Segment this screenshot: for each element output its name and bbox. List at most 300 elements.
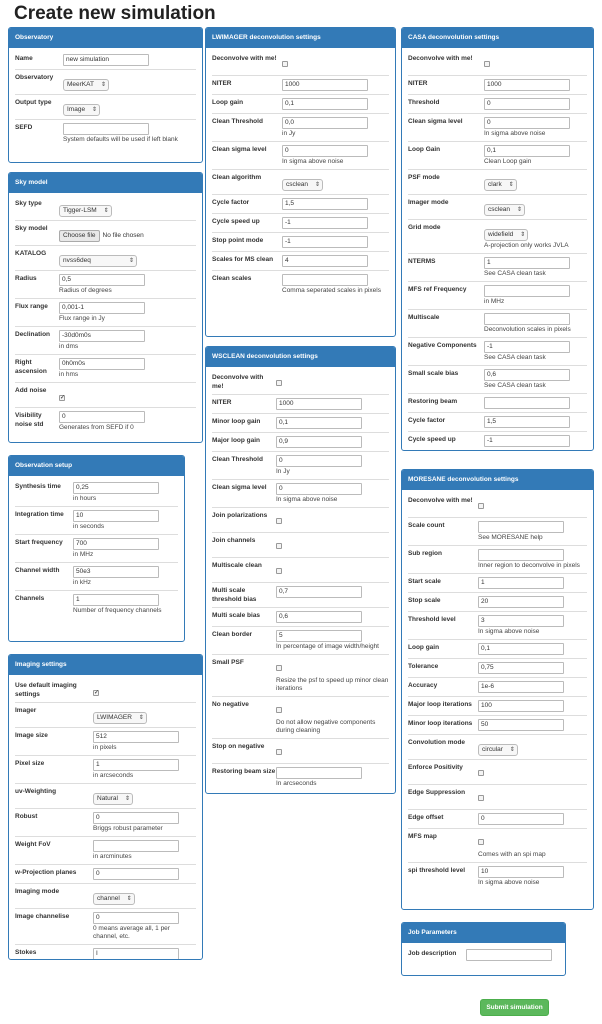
- imaging-mode-label: Imaging mode: [15, 888, 60, 895]
- ms-enforce-row: [408, 759, 587, 784]
- declination-help: in dms: [59, 343, 79, 350]
- ws-multiscale-row: [212, 557, 389, 582]
- casa-clean-sigma-row: [408, 113, 587, 141]
- lw-deconvolve-label: Deconvolve with me!: [212, 55, 277, 62]
- lw-ms-scales-label: Scales for MS clean: [212, 256, 274, 263]
- lw-cycle-factor-label: Cycle factor: [212, 199, 250, 206]
- ms-convolution-row: [408, 734, 587, 759]
- ms-major-iter-label: Major loop iterations: [408, 701, 472, 708]
- lw-cycle-speed-row: [212, 213, 389, 232]
- casa-cycle-factor-input[interactable]: 1,5: [484, 416, 570, 428]
- image-size-input[interactable]: 512: [93, 731, 179, 743]
- lw-deconvolve-row: [212, 51, 389, 75]
- casa-cycle-factor-label: Cycle factor: [408, 417, 446, 424]
- lw-niter-row: [212, 75, 389, 94]
- right-ascension-input[interactable]: 0h0m0s: [59, 358, 145, 370]
- job-parameters-panel: [401, 922, 566, 976]
- ms-edge-checkbox[interactable]: [478, 795, 484, 801]
- casa-threshold-label: Threshold: [408, 99, 440, 106]
- ms-mfs-row: [408, 828, 587, 862]
- lw-clean-algorithm-select[interactable]: [282, 179, 323, 191]
- casa-niter-row: [408, 75, 587, 94]
- casa-psf-mode-select[interactable]: [484, 179, 517, 191]
- ws-major-gain-label: Major loop gain: [212, 437, 261, 444]
- submit-simulation-button[interactable]: Submit simulation: [480, 999, 549, 1016]
- ws-clean-threshold-row: [212, 451, 389, 479]
- ms-convolution-label: Convolution mode: [408, 739, 466, 746]
- w-projection-input[interactable]: 0: [93, 868, 179, 880]
- uv-weighting-row: [15, 783, 196, 808]
- casa-mfs-input[interactable]: [484, 285, 570, 297]
- sky-model-row: [15, 220, 196, 245]
- weight-fov-help: in arcminutes: [93, 853, 132, 860]
- lw-cycle-factor-row: [212, 194, 389, 213]
- uv-weighting-label: uv-Weighting: [15, 788, 57, 795]
- visibility-noise-label: Visibility noise std: [15, 412, 44, 428]
- casa-grid-mode-help: A-projection only works JVLA: [484, 242, 569, 249]
- casa-multiscale-label: Multiscale: [408, 314, 440, 321]
- stokes-input[interactable]: I: [93, 948, 179, 960]
- integration-time-input[interactable]: 10: [73, 510, 159, 522]
- lw-ms-scales-input[interactable]: 4: [282, 255, 368, 267]
- casa-imager-mode-row: [408, 194, 587, 219]
- start-frequency-help: in MHz: [73, 551, 94, 558]
- ws-clean-border-help: In percentage of image width/height: [276, 643, 379, 650]
- select-arrows-icon: ⇕: [103, 208, 109, 214]
- integration-time-label: Integration time: [15, 511, 64, 518]
- ws-join-channels-label: Join channels: [212, 537, 256, 544]
- robust-row: [15, 808, 196, 836]
- lw-clean-scales-label: Clean scales: [212, 275, 252, 282]
- lw-stop-point-input[interactable]: -1: [282, 236, 368, 248]
- ws-multiscale-label: Multiscale clean: [212, 562, 262, 569]
- ws-join-channels-row: [212, 532, 389, 557]
- job-parameters-header: Job Parameters: [402, 923, 565, 943]
- right-ascension-label: Right ascension: [15, 359, 47, 375]
- radius-input[interactable]: 0,5: [59, 274, 145, 286]
- casa-clean-sigma-help: In sigma above noise: [484, 130, 546, 137]
- ws-join-polarizations-row: [212, 507, 389, 532]
- casa-nterms-help: See CASA clean task: [484, 270, 546, 277]
- visibility-noise-row: [15, 407, 196, 435]
- ws-niter-row: [212, 394, 389, 413]
- ms-stop-scale-label: Stop scale: [408, 597, 441, 604]
- ms-threshold-input[interactable]: 3: [478, 615, 564, 627]
- ws-join-channels-checkbox[interactable]: [276, 543, 282, 549]
- observatory-select[interactable]: [63, 79, 109, 91]
- casa-small-scale-input[interactable]: 0,6: [484, 369, 570, 381]
- image-size-row: [15, 727, 196, 755]
- select-arrows-icon: ⇕: [509, 747, 515, 753]
- ws-restoring-beam-help: In arcseconds: [276, 780, 317, 787]
- channel-width-label: Channel width: [15, 567, 60, 574]
- channel-width-row: [15, 562, 178, 590]
- katalog-row: [15, 245, 196, 270]
- sefd-label: SEFD: [15, 124, 33, 131]
- add-noise-checkbox[interactable]: ✓: [60, 395, 66, 401]
- w-projection-label: w-Projection planes: [15, 869, 77, 876]
- flux-input[interactable]: 0,001-1: [59, 302, 145, 314]
- casa-small-scale-label: Small scale bias: [408, 370, 459, 377]
- katalog-label: KATALOG: [15, 250, 47, 257]
- casa-mfs-label: MFS ref Frequency: [408, 286, 467, 293]
- visibility-noise-help: Generates from SEFD if 0: [59, 424, 134, 431]
- ms-threshold-label: Threshold level: [408, 616, 456, 623]
- uv-weighting-select[interactable]: [93, 793, 133, 805]
- ms-scale-count-input[interactable]: [478, 521, 564, 533]
- casa-niter-input[interactable]: 1000: [484, 79, 570, 91]
- casa-cycle-speed-input[interactable]: -1: [484, 435, 570, 447]
- right-ascension-help: in hms: [59, 371, 79, 378]
- casa-grid-mode-select[interactable]: [484, 229, 528, 241]
- lw-clean-sigma-row: [212, 141, 389, 169]
- ms-minor-iter-label: Minor loop iterations: [408, 720, 473, 727]
- robust-help: Briggs robust parameter: [93, 825, 163, 832]
- casa-mfs-row: [408, 281, 587, 309]
- ws-minor-gain-row: [212, 413, 389, 432]
- ms-threshold-help: In sigma above noise: [478, 628, 540, 635]
- ms-scale-count-row: [408, 517, 587, 545]
- ws-stop-negative-checkbox[interactable]: [276, 749, 282, 755]
- ms-sub-region-input[interactable]: [478, 549, 564, 561]
- imaging-settings-panel: [8, 654, 203, 960]
- ms-tolerance-label: Tolerance: [408, 663, 439, 670]
- casa-restoring-beam-row: [408, 393, 587, 412]
- casa-negative-input[interactable]: -1: [484, 341, 570, 353]
- ms-edge-row: [408, 784, 587, 809]
- lw-clean-algorithm-label: Clean algorithm: [212, 174, 262, 181]
- ms-major-iter-input[interactable]: 100: [478, 700, 564, 712]
- pixel-size-help: in arcseconds: [93, 772, 134, 779]
- ms-edge-offset-input[interactable]: 0: [478, 813, 564, 825]
- lw-clean-scales-help: Comma seperated scales in pixels: [282, 287, 381, 294]
- casa-psf-mode-row: [408, 169, 587, 194]
- sefd-input[interactable]: [63, 123, 149, 135]
- image-channelise-help: 0 means average all, 1 per channel, etc.: [93, 925, 170, 940]
- ws-niter-input[interactable]: 1000: [276, 398, 362, 410]
- integration-time-row: [15, 506, 178, 534]
- ws-small-psf-help: Resize the psf to speed up minor clean iterations: [276, 677, 389, 692]
- ws-no-negative-checkbox[interactable]: [276, 707, 282, 713]
- sky-type-select[interactable]: [59, 205, 112, 217]
- casa-header: CASA deconvolution settings: [402, 28, 593, 48]
- casa-niter-label: NITER: [408, 80, 428, 87]
- ms-convolution-select[interactable]: [478, 744, 518, 756]
- lw-clean-algorithm-value: csclean: [286, 181, 309, 188]
- ms-deconvolve-checkbox[interactable]: [478, 503, 484, 509]
- ws-ms-threshold-input[interactable]: 0,7: [276, 586, 362, 598]
- ws-niter-label: NITER: [212, 399, 232, 406]
- ms-enforce-checkbox[interactable]: [478, 770, 484, 776]
- ws-deconvolve-checkbox[interactable]: [276, 380, 282, 386]
- ws-ms-bias-label: Multi scale bias: [212, 612, 261, 619]
- synthesis-time-help: in hours: [73, 495, 97, 502]
- casa-multiscale-row: [408, 309, 587, 337]
- output-type-row: [15, 94, 196, 119]
- ms-mfs-checkbox[interactable]: [478, 839, 484, 845]
- lw-clean-scales-input[interactable]: [282, 274, 368, 286]
- observatory-header: Observatory: [9, 28, 202, 48]
- lw-loop-gain-input[interactable]: 0,1: [282, 98, 368, 110]
- synthesis-time-label: Synthesis time: [15, 483, 61, 490]
- casa-multiscale-input[interactable]: [484, 313, 570, 325]
- select-arrows-icon: ⇕: [124, 796, 130, 802]
- ms-major-iter-row: [408, 696, 587, 715]
- sefd-row: [15, 119, 196, 147]
- casa-deconvolve-checkbox[interactable]: [484, 61, 490, 67]
- radius-label: Radius: [15, 275, 37, 282]
- observatory-panel: [8, 27, 203, 163]
- ws-clean-border-row: [212, 626, 389, 654]
- lw-clean-threshold-input[interactable]: 0,0: [282, 117, 368, 129]
- right-ascension-row: [15, 354, 196, 382]
- imager-label: Imager: [15, 707, 37, 714]
- casa-loop-gain-label: Loop Gain: [408, 146, 441, 153]
- ms-scale-count-help: See MORESANE help: [478, 534, 543, 541]
- ms-loop-gain-input[interactable]: 0,1: [478, 643, 564, 655]
- moresane-panel: [401, 469, 594, 910]
- select-arrows-icon: ⇕: [520, 232, 526, 238]
- start-frequency-row: [15, 534, 178, 562]
- select-arrows-icon: ⇕: [315, 182, 321, 188]
- integration-time-help: in seconds: [73, 523, 105, 530]
- select-arrows-icon: ⇕: [126, 896, 132, 902]
- lw-cycle-factor-input[interactable]: 1,5: [282, 198, 368, 210]
- ws-multiscale-checkbox[interactable]: [276, 568, 282, 574]
- radius-help: Radius of degrees: [59, 287, 112, 294]
- channels-input[interactable]: 1: [73, 594, 159, 606]
- ms-tolerance-input[interactable]: 0,75: [478, 662, 564, 674]
- imaging-mode-select[interactable]: [93, 893, 135, 905]
- ms-accuracy-input[interactable]: 1e-6: [478, 681, 564, 693]
- lw-niter-label: NITER: [212, 80, 232, 87]
- channels-row: [15, 590, 178, 618]
- ms-scale-count-label: Scale count: [408, 522, 445, 529]
- ws-clean-threshold-input[interactable]: 0: [276, 455, 362, 467]
- lw-clean-algorithm-row: [212, 169, 389, 194]
- name-input[interactable]: new simulation: [63, 54, 149, 66]
- output-type-label: Output type: [15, 99, 52, 106]
- ms-loop-gain-label: Loop gain: [408, 644, 440, 651]
- ms-accuracy-label: Accuracy: [408, 682, 438, 689]
- ws-clean-border-input[interactable]: 5: [276, 630, 362, 642]
- imaging-mode-row: [15, 883, 196, 908]
- casa-negative-row: [408, 337, 587, 365]
- name-label: Name: [15, 55, 33, 62]
- casa-loop-gain-help: Clean Loop gain: [484, 158, 532, 165]
- casa-mfs-help: in MHz: [484, 298, 505, 305]
- declination-label: Declination: [15, 331, 51, 338]
- lw-niter-input[interactable]: 1000: [282, 79, 368, 91]
- name-row: [15, 51, 196, 69]
- ms-edge-offset-label: Edge offset: [408, 814, 444, 821]
- ws-deconvolve-row: [212, 370, 389, 394]
- ms-sub-region-help: Inner region to deconvolve in pixels: [478, 562, 580, 569]
- casa-deconvolve-label: Deconvolve with me!: [408, 55, 473, 62]
- ms-sub-region-row: [408, 545, 587, 573]
- default-imaging-checkbox[interactable]: ✓: [94, 690, 100, 696]
- select-arrows-icon: ⇕: [128, 258, 134, 264]
- ws-no-negative-label: No negative: [212, 701, 249, 708]
- ws-major-gain-row: [212, 432, 389, 451]
- select-arrows-icon: ⇕: [92, 107, 98, 113]
- ms-edge-label: Edge Suppression: [408, 789, 466, 796]
- declination-input[interactable]: -30d0m0s: [59, 330, 145, 342]
- ms-minor-iter-row: [408, 715, 587, 734]
- ws-clean-sigma-label: Clean sigma level: [212, 484, 267, 491]
- casa-threshold-input[interactable]: 0: [484, 98, 570, 110]
- w-projection-row: [15, 864, 196, 883]
- lw-clean-threshold-help: in Jy: [282, 130, 296, 137]
- lw-cycle-speed-input[interactable]: -1: [282, 217, 368, 229]
- casa-negative-help: See CASA clean task: [484, 354, 546, 361]
- channel-width-help: in kHz: [73, 579, 92, 586]
- casa-small-scale-help: See CASA clean task: [484, 382, 546, 389]
- image-channelise-input[interactable]: 0: [93, 912, 179, 924]
- ws-clean-threshold-help: In Jy: [276, 468, 290, 475]
- lw-clean-scales-row: [212, 270, 389, 298]
- page-title: Create new simulation: [14, 3, 216, 24]
- lw-stop-point-row: [212, 232, 389, 251]
- weight-fov-input[interactable]: [93, 840, 179, 852]
- ms-start-scale-label: Start scale: [408, 578, 441, 585]
- casa-multiscale-help: Deconvolution scales in pixels: [484, 326, 571, 333]
- casa-cycle-factor-row: [408, 412, 587, 431]
- ws-no-negative-row: [212, 696, 389, 738]
- ms-accuracy-row: [408, 677, 587, 696]
- synthesis-time-input[interactable]: 0,25: [73, 482, 159, 494]
- ws-small-psf-checkbox[interactable]: [276, 665, 282, 671]
- ws-join-polarizations-label: Join polarizations: [212, 512, 268, 519]
- katalog-value: nvss6deq: [63, 257, 91, 264]
- flux-label: Flux range: [15, 303, 48, 310]
- observatory-label: Observatory: [15, 74, 54, 81]
- select-arrows-icon: ⇕: [100, 82, 106, 88]
- pixel-size-input[interactable]: 1: [93, 759, 179, 771]
- observatory-select-value: MeerKAT: [67, 81, 94, 88]
- ws-clean-threshold-label: Clean Threshold: [212, 456, 263, 463]
- ws-ms-bias-input[interactable]: 0,6: [276, 611, 362, 623]
- lw-cycle-speed-label: Cycle speed up: [212, 218, 260, 225]
- ws-ms-threshold-row: [212, 582, 389, 607]
- casa-loop-gain-input[interactable]: 0,1: [484, 145, 570, 157]
- casa-cycle-speed-label: Cycle speed up: [408, 436, 456, 443]
- output-type-select[interactable]: [63, 104, 100, 116]
- default-imaging-row: [15, 678, 196, 702]
- ws-minor-gain-input[interactable]: 0,1: [276, 417, 362, 429]
- lw-clean-sigma-help: In sigma above noise: [282, 158, 344, 165]
- image-channelise-label: Image channelise: [15, 913, 70, 920]
- casa-nterms-input[interactable]: 1: [484, 257, 570, 269]
- add-noise-row: [15, 382, 196, 407]
- sky-type-row: [15, 196, 196, 220]
- file-status: No file chosen: [102, 232, 144, 239]
- sky-model-label: Sky model: [15, 225, 48, 232]
- lw-deconvolve-checkbox[interactable]: [282, 61, 288, 67]
- lw-clean-threshold-label: Clean Threshold: [212, 118, 263, 125]
- sky-model-panel: [8, 172, 203, 443]
- job-description-input[interactable]: [466, 949, 552, 961]
- start-frequency-input[interactable]: 700: [73, 538, 159, 550]
- job-description-row: [408, 946, 559, 964]
- output-type-value: Image: [67, 106, 86, 113]
- robust-input[interactable]: 0: [93, 812, 179, 824]
- casa-loop-gain-row: [408, 141, 587, 169]
- imager-row: [15, 702, 196, 727]
- lw-stop-point-label: Stop point mode: [212, 237, 264, 244]
- ws-clean-sigma-row: [212, 479, 389, 507]
- select-arrows-icon: ⇕: [508, 182, 514, 188]
- ms-spi-row: [408, 862, 587, 890]
- casa-nterms-label: NTERMS: [408, 258, 436, 265]
- lw-clean-sigma-input[interactable]: 0: [282, 145, 368, 157]
- ws-minor-gain-label: Minor loop gain: [212, 418, 261, 425]
- radius-row: [15, 270, 196, 298]
- katalog-select[interactable]: [59, 255, 137, 267]
- ms-stop-scale-input[interactable]: 20: [478, 596, 564, 608]
- ws-clean-sigma-input[interactable]: 0: [276, 483, 362, 495]
- ms-loop-gain-row: [408, 639, 587, 658]
- choose-file-button[interactable]: Choose file: [59, 230, 100, 242]
- sky-type-label: Sky type: [15, 200, 42, 207]
- declination-row: [15, 326, 196, 354]
- image-channelise-row: [15, 908, 196, 944]
- observation-setup-header: Observation setup: [9, 456, 184, 476]
- ms-deconvolve-label: Deconvolve with me!: [408, 497, 473, 504]
- casa-cycle-speed-row: [408, 431, 587, 450]
- imager-value: LWIMAGER: [97, 714, 132, 721]
- casa-deconvolve-row: [408, 51, 587, 75]
- casa-panel: [401, 27, 594, 451]
- casa-clean-sigma-input[interactable]: 0: [484, 117, 570, 129]
- ws-clean-sigma-help: In sigma above noise: [276, 496, 338, 503]
- ms-mfs-help: Comes with an spi map: [478, 851, 546, 858]
- ws-major-gain-input[interactable]: 0,9: [276, 436, 362, 448]
- visibility-noise-input[interactable]: 0: [59, 411, 145, 423]
- observation-setup-panel: [8, 455, 185, 642]
- casa-psf-mode-value: clark: [488, 181, 502, 188]
- channels-label: Channels: [15, 595, 45, 602]
- select-arrows-icon: ⇕: [517, 207, 523, 213]
- sky-model-header: Sky model: [9, 173, 202, 193]
- casa-restoring-beam-label: Restoring beam: [408, 398, 458, 405]
- casa-threshold-row: [408, 94, 587, 113]
- wsclean-panel: [205, 346, 396, 794]
- ms-start-scale-row: [408, 573, 587, 592]
- stokes-label: Stokes: [15, 949, 37, 956]
- casa-clean-sigma-label: Clean sigma level: [408, 118, 463, 125]
- casa-restoring-beam-input[interactable]: [484, 397, 570, 409]
- ws-join-polarizations-checkbox[interactable]: [276, 518, 282, 524]
- ms-convolution-value: circular: [482, 746, 503, 753]
- ms-minor-iter-input[interactable]: 50: [478, 719, 564, 731]
- sky-type-value: Tigger-LSM: [63, 207, 97, 214]
- casa-imager-mode-value: csclean: [488, 206, 511, 213]
- casa-imager-mode-select[interactable]: [484, 204, 525, 216]
- ms-start-scale-input[interactable]: 1: [478, 577, 564, 589]
- image-size-help: in pixels: [93, 744, 117, 751]
- imaging-mode-value: channel: [97, 895, 120, 902]
- flux-row: [15, 298, 196, 326]
- observatory-row: [15, 69, 196, 94]
- ms-spi-help: In sigma above noise: [478, 879, 540, 886]
- synthesis-time-row: [15, 479, 178, 506]
- channel-width-input[interactable]: 50e3: [73, 566, 159, 578]
- imager-select[interactable]: [93, 712, 147, 724]
- ms-spi-input[interactable]: 10: [478, 866, 564, 878]
- ws-restoring-beam-input[interactable]: [276, 767, 362, 779]
- imaging-settings-header: Imaging settings: [9, 655, 202, 675]
